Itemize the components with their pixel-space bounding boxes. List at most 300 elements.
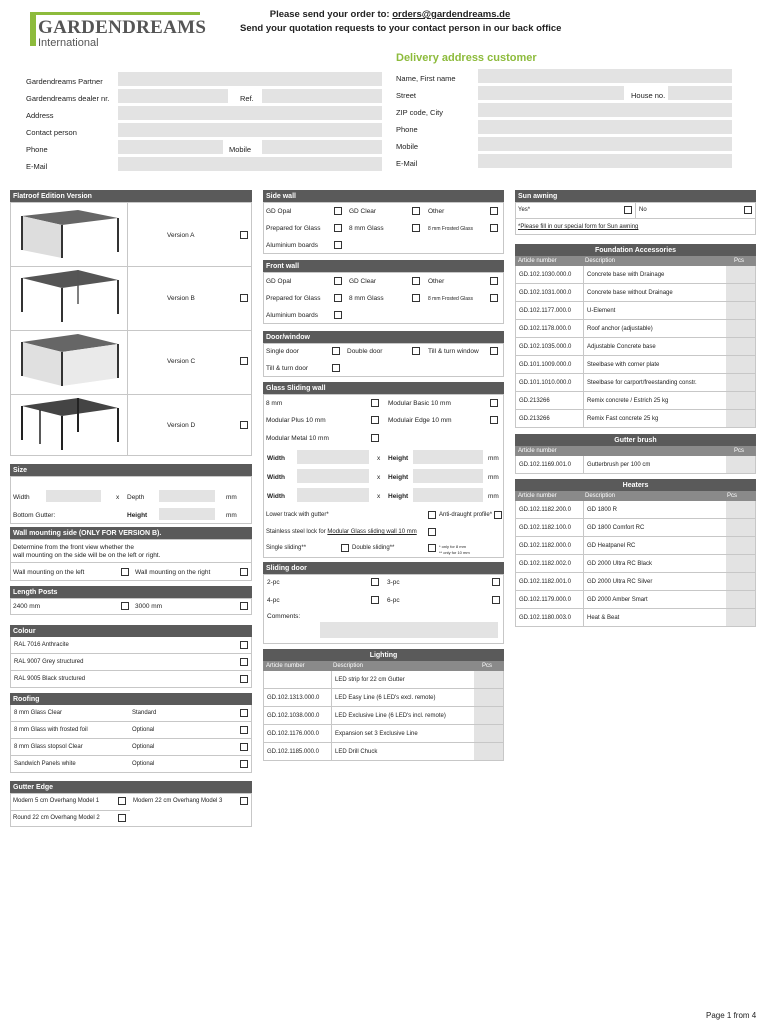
front-wall-frosted-label: 8 mm Frosted Glass xyxy=(428,296,474,302)
gutter-edge-model2-checkbox[interactable] xyxy=(118,814,126,822)
side-wall-opal-label: GD Opal xyxy=(266,208,292,215)
delivery-phone-label: Phone xyxy=(396,125,418,134)
till-turn-window-label: Till & turn window xyxy=(428,348,479,355)
pcs-field[interactable] xyxy=(726,338,755,355)
length-3000-checkbox[interactable] xyxy=(240,602,248,610)
modular-metal-label: Modular Metal 10 mm xyxy=(266,435,329,442)
pcs-field[interactable] xyxy=(726,410,755,427)
length-2400-label: 2400 mm xyxy=(13,603,41,610)
article-number: GD.101.1009.000.0 xyxy=(519,361,572,368)
modular-plus-label: Modular Plus 10 mm xyxy=(266,417,326,424)
glass-8mm-label: 8 mm xyxy=(266,400,283,407)
front-wall-header: Front wall xyxy=(263,260,504,272)
foundation-row xyxy=(515,266,756,284)
front-wall-clear-checkbox[interactable] xyxy=(412,277,420,285)
colour-label: RAL 9007 Grey structured xyxy=(14,659,84,665)
item-description: Heat & Beat xyxy=(587,614,620,621)
side-wall-header: Side wall xyxy=(263,190,504,202)
glass-width3-label: Width xyxy=(267,493,285,500)
quotation-line: Send your quotation requests to your contact person in our back office xyxy=(240,23,562,34)
front-wall-aluminium-checkbox[interactable] xyxy=(334,311,342,319)
lighting-col-article: Article number xyxy=(266,663,305,669)
roofing-label: Sandwich Panels white xyxy=(14,761,76,767)
article-number: GD.102.1030.000.0 xyxy=(519,271,572,278)
pergola-version-a-image xyxy=(18,208,120,260)
wall-left-checkbox[interactable] xyxy=(121,568,129,576)
article-number: GD.102.1182.000.0 xyxy=(519,542,571,549)
heaters-col-article: Article number xyxy=(518,493,557,499)
glass-height3-label: Height xyxy=(388,493,409,500)
email-field[interactable] xyxy=(118,157,382,171)
pcs-field[interactable] xyxy=(726,456,755,473)
lighting-row xyxy=(263,707,504,725)
item-description: GD 1800 R xyxy=(587,506,618,513)
single-sliding-checkbox[interactable] xyxy=(341,544,349,552)
sun-awning-no-label: No xyxy=(639,207,647,213)
foundation-col-desc: Description xyxy=(585,258,616,264)
single-sliding-label: Single sliding** xyxy=(266,545,307,551)
dealer-label: Gardendreams dealer nr. xyxy=(26,94,110,103)
side-wall-other-label: Other xyxy=(428,208,445,215)
item-description: Adjustable Concrete base xyxy=(587,343,656,350)
colour-anthracite-checkbox[interactable] xyxy=(240,641,248,649)
glass-height1-label: Height xyxy=(388,455,409,462)
item-description: GD 2000 Ultra RC Black xyxy=(587,560,653,567)
delivery-phone-field[interactable] xyxy=(478,120,732,134)
roofing-label: 8 mm Glass stopsol Clear xyxy=(14,744,83,750)
colour-label: RAL 7016 Anthracite xyxy=(14,642,69,648)
lower-track-label: Lower track with gutter* xyxy=(266,512,329,518)
article-number: GD.102.1182.100.0 xyxy=(519,524,571,531)
foundation-col-pcs: Pcs xyxy=(734,258,745,264)
colour-grey-checkbox[interactable] xyxy=(240,658,248,666)
size-depth-label: Depth xyxy=(127,494,145,501)
article-number: GD.102.1185.000.0 xyxy=(267,748,319,755)
mobile-label: Mobile xyxy=(229,145,252,154)
foundation-column-header xyxy=(515,256,756,266)
pergola-version-b-image xyxy=(18,268,120,324)
colour-row xyxy=(10,671,252,688)
length-3000-label: 3000 mm xyxy=(135,603,163,610)
heaters-row xyxy=(515,591,756,609)
colour-black-checkbox[interactable] xyxy=(240,675,248,683)
lighting-row xyxy=(263,743,504,761)
dealer-field[interactable] xyxy=(118,89,228,103)
pcs-field[interactable] xyxy=(726,501,755,518)
gutter-edge-header: Gutter Edge xyxy=(10,781,252,793)
side-wall-clear-checkbox[interactable] xyxy=(412,207,420,215)
delivery-house-label: House no. xyxy=(631,91,666,100)
sun-awning-yes-label: Yes* xyxy=(518,207,531,213)
side-wall-prepared-label: Prepared for Glass xyxy=(266,225,321,232)
logo xyxy=(30,12,215,50)
ref-field[interactable] xyxy=(262,89,382,103)
flatroof-row-line xyxy=(11,330,251,331)
article-number: GD.102.1176.000.0 xyxy=(267,730,319,737)
sun-awning-header: Sun awning xyxy=(515,190,756,202)
delivery-house-field[interactable] xyxy=(668,86,732,100)
article-number: GD.102.1038.000.0 xyxy=(267,712,320,719)
footnote-10mm: ** only for 10 mm xyxy=(439,550,470,555)
pergola-version-c-image xyxy=(18,332,120,388)
version-b-label: Version B xyxy=(167,295,195,302)
phone-label: Phone xyxy=(26,145,48,154)
bottom-gutter-height-field[interactable] xyxy=(159,508,215,520)
article-number: GD.213266 xyxy=(519,397,550,404)
foundation-row xyxy=(515,356,756,374)
roofing-row xyxy=(10,722,252,739)
heaters-row xyxy=(515,537,756,555)
pcs-field[interactable] xyxy=(726,573,755,590)
logo-sub: International xyxy=(38,37,99,49)
pcs-field[interactable] xyxy=(726,591,755,608)
roofing-sandwich-checkbox[interactable] xyxy=(240,760,248,768)
side-wall-aluminium-label: Aluminium boards xyxy=(266,242,319,249)
gutter-brush-row xyxy=(515,456,756,474)
article-number xyxy=(264,671,331,688)
glass-width2-label: Width xyxy=(267,474,285,481)
version-d-checkbox[interactable] xyxy=(240,421,248,429)
heaters-column-header xyxy=(515,491,756,501)
glass-height3-field[interactable] xyxy=(413,488,483,502)
foundation-row xyxy=(515,302,756,320)
pcs-field[interactable] xyxy=(726,555,755,572)
gutter-edge-model2-label: Round 22 cm Overhang Model 2 xyxy=(13,815,100,821)
sliding-4pc-label: 4-pc xyxy=(267,597,280,604)
colour-row xyxy=(10,654,252,671)
foundation-header: Foundation Accessories xyxy=(515,244,756,256)
delivery-mobile-field[interactable] xyxy=(478,137,732,151)
item-description: Concrete base with Drainage xyxy=(587,271,665,278)
roofing-note: Optional xyxy=(132,761,155,767)
glass-mm1-label: mm xyxy=(488,455,499,462)
pcs-field[interactable] xyxy=(726,302,755,319)
item-description: Concrete base without Drainage xyxy=(587,289,673,296)
glass-8mm-checkbox[interactable] xyxy=(371,399,379,407)
order-prefix: Please send your order to: xyxy=(269,9,390,20)
foundation-row xyxy=(515,284,756,302)
modulair-edge-checkbox[interactable] xyxy=(490,416,498,424)
item-description: GD 2000 Amber Smart xyxy=(587,596,648,603)
flatroof-divider xyxy=(127,203,128,455)
gutter-edge-model3-checkbox[interactable] xyxy=(240,797,248,805)
contact-field[interactable] xyxy=(118,123,382,137)
lighting-column-header xyxy=(263,661,504,671)
bottom-gutter-mm-label: mm xyxy=(226,512,237,519)
size-width-field[interactable] xyxy=(46,490,101,502)
front-wall-8mm-checkbox[interactable] xyxy=(412,294,420,302)
wall-mounting-header: Wall mounting side (ONLY FOR VERSION B). xyxy=(10,527,252,539)
gutter-edge-model3-label: Modern 22 cm Overhang Model 3 xyxy=(133,798,223,804)
pcs-field[interactable] xyxy=(726,374,755,391)
front-wall-opal-checkbox[interactable] xyxy=(334,277,342,285)
gutter-brush-col-article: Article number xyxy=(518,448,557,454)
item-description: Steelbase with corner plate xyxy=(587,361,660,368)
delivery-zip-label: ZIP code, City xyxy=(396,108,443,117)
front-wall-other-checkbox[interactable] xyxy=(490,277,498,285)
stainless-lock-link[interactable]: Modular Glass sliding wall 10 mm xyxy=(327,529,417,535)
article-number: GD.102.1180.003.0 xyxy=(519,614,571,621)
till-turn-door-checkbox[interactable] xyxy=(332,364,340,372)
item-description: LED Drill Chuck xyxy=(335,748,378,755)
modular-plus-checkbox[interactable] xyxy=(371,416,379,424)
delivery-email-field[interactable] xyxy=(478,154,732,168)
side-wall-clear-label: GD Clear xyxy=(349,208,377,215)
lighting-row xyxy=(263,689,504,707)
foundation-row xyxy=(515,392,756,410)
article-number: GD.102.1182.002.0 xyxy=(519,560,571,567)
pcs-field[interactable] xyxy=(726,356,755,373)
side-wall-opal-checkbox[interactable] xyxy=(334,207,342,215)
sliding-3pc-label: 3-pc xyxy=(387,579,400,586)
article-number: GD.102.1179.000.0 xyxy=(519,596,571,603)
item-description: GD 2000 Ultra RC Silver xyxy=(587,578,653,585)
roofing-note: Optional xyxy=(132,744,155,750)
phone-field[interactable] xyxy=(118,140,223,154)
pcs-field[interactable] xyxy=(474,725,503,742)
gutter-brush-header: Gutter brush xyxy=(515,434,756,446)
roofing-clear-checkbox[interactable] xyxy=(240,709,248,717)
foundation-row xyxy=(515,338,756,356)
gutter-edge-model1-checkbox[interactable] xyxy=(118,797,126,805)
item-description: LED strip for 22 cm Gutter xyxy=(335,676,405,683)
gutter-brush-col-pcs: Pcs xyxy=(734,448,745,454)
double-sliding-checkbox[interactable] xyxy=(428,544,436,552)
door-header: Door/window xyxy=(263,331,504,343)
length-posts-header: Length Posts xyxy=(10,586,252,598)
foundation-row xyxy=(515,410,756,428)
heaters-col-pcs: Pcs xyxy=(727,493,738,499)
contact-label: Contact person xyxy=(26,128,77,137)
delivery-title: Delivery address customer xyxy=(396,52,537,64)
wall-mounting-desc1: Determine from the front view whether the xyxy=(13,544,135,551)
gutter-edge-divider xyxy=(10,810,130,811)
lighting-row xyxy=(263,671,504,689)
glass-width1-field[interactable] xyxy=(297,450,369,464)
pcs-field[interactable] xyxy=(726,519,755,536)
partner-field[interactable] xyxy=(118,72,382,86)
pcs-field[interactable] xyxy=(726,537,755,554)
glass-width3-field[interactable] xyxy=(297,488,369,502)
comments-label: Comments: xyxy=(267,613,301,620)
glass-height1-field[interactable] xyxy=(413,450,483,464)
anti-draught-label: Anti-draught profile* xyxy=(439,512,493,518)
comments-field[interactable] xyxy=(320,622,498,638)
front-wall-8mm-label: 8 mm Glass xyxy=(349,295,384,302)
heaters-header: Heaters xyxy=(515,479,756,491)
front-wall-prepared-checkbox[interactable] xyxy=(334,294,342,302)
side-wall-8mm-checkbox[interactable] xyxy=(412,224,420,232)
pcs-field[interactable] xyxy=(726,392,755,409)
foundation-row xyxy=(515,374,756,392)
sliding-3pc-checkbox[interactable] xyxy=(492,578,500,586)
roofing-row xyxy=(10,705,252,722)
delivery-name-label: Name, First name xyxy=(396,74,456,83)
sliding-2pc-checkbox[interactable] xyxy=(371,578,379,586)
single-door-checkbox[interactable] xyxy=(332,347,340,355)
sliding-door-header: Sliding door xyxy=(263,562,504,574)
item-description: Remix Fast concrete 25 kg xyxy=(587,415,659,422)
order-email-link[interactable]: orders@gardendreams.de xyxy=(392,9,511,20)
modulair-edge-label: Modulair Edge 10 mm xyxy=(388,417,452,424)
till-turn-door-label: Till & turn door xyxy=(266,365,309,372)
wall-mounting-divider xyxy=(10,562,252,563)
glass-width1-label: Width xyxy=(267,455,285,462)
size-mm-label: mm xyxy=(226,494,237,501)
modular-basic-checkbox[interactable] xyxy=(490,399,498,407)
roofing-row xyxy=(10,756,252,773)
pcs-field[interactable] xyxy=(474,689,503,706)
sun-awning-yes-checkbox[interactable] xyxy=(624,206,632,214)
version-c-checkbox[interactable] xyxy=(240,357,248,365)
article-number: GD.102.1031.000.0 xyxy=(519,289,572,296)
item-description: Remix concrete / Estrich 25 kg xyxy=(587,397,669,404)
sliding-4pc-checkbox[interactable] xyxy=(371,596,379,604)
delivery-name-field[interactable] xyxy=(478,69,732,83)
roofing-stopsol-checkbox[interactable] xyxy=(240,743,248,751)
lower-track-checkbox[interactable] xyxy=(428,511,436,519)
sliding-6pc-checkbox[interactable] xyxy=(492,596,500,604)
pcs-field[interactable] xyxy=(474,707,503,724)
address-field[interactable] xyxy=(118,106,382,120)
flatroof-row-line xyxy=(11,266,251,267)
order-line xyxy=(245,9,535,20)
foundation-row xyxy=(515,320,756,338)
version-d-label: Version D xyxy=(167,422,196,429)
side-wall-frosted-label: 8 mm Frosted Glass xyxy=(428,226,474,232)
glass-mm2-label: mm xyxy=(488,474,499,481)
version-a-label: Version A xyxy=(167,232,195,239)
size-header: Size xyxy=(10,464,252,476)
article-number: GD.102.1177.000.0 xyxy=(519,307,571,314)
double-door-checkbox[interactable] xyxy=(412,347,420,355)
pcs-field[interactable] xyxy=(474,743,503,760)
single-door-label: Single door xyxy=(266,348,299,355)
delivery-mobile-label: Mobile xyxy=(396,142,419,151)
article-number: GD.102.1182.001.0 xyxy=(519,578,571,585)
glass-width2-field[interactable] xyxy=(297,469,369,483)
pcs-field[interactable] xyxy=(726,320,755,337)
partner-label: Gardendreams Partner xyxy=(26,77,103,86)
article-number: GD.102.1178.000.0 xyxy=(519,325,571,332)
roofing-label: 8 mm Glass with frosted foil xyxy=(14,727,88,733)
till-turn-window-checkbox[interactable] xyxy=(490,347,498,355)
item-description: LED Exclusive Line (6 LED's incl. remote) xyxy=(335,712,446,719)
bottom-gutter-height-label: Height xyxy=(127,512,148,519)
flatroof-row-line xyxy=(11,394,251,395)
side-wall-other-checkbox[interactable] xyxy=(490,207,498,215)
pcs-field[interactable] xyxy=(474,671,503,688)
roofing-frosted-checkbox[interactable] xyxy=(240,726,248,734)
delivery-email-label: E-Mail xyxy=(396,159,418,168)
glass-height2-field[interactable] xyxy=(413,469,483,483)
wall-right-checkbox[interactable] xyxy=(240,568,248,576)
stainless-lock-prefix: Stainless steel lock for xyxy=(266,529,328,535)
heaters-col-desc: Description xyxy=(585,493,616,499)
front-wall-frosted-checkbox[interactable] xyxy=(490,294,498,302)
article-number: GD.102.1182.200.0 xyxy=(519,506,571,513)
pcs-field[interactable] xyxy=(726,266,755,283)
item-description: Steelbase for carport/freestanding constr. xyxy=(587,379,697,386)
logo-name: GARDENDREAMS xyxy=(38,17,207,38)
version-c-label: Version C xyxy=(167,358,196,365)
pergola-version-d-image xyxy=(18,396,120,452)
item-description: GD Heatpanel RC xyxy=(587,542,636,549)
sun-awning-row-line xyxy=(515,218,756,219)
heaters-row xyxy=(515,519,756,537)
sliding-6pc-label: 6-pc xyxy=(387,597,400,604)
sun-awning-note-link[interactable]: *Please fill in our special form for Sun awning xyxy=(518,224,639,230)
roofing-note: Standard xyxy=(132,710,157,716)
roofing-note: Optional xyxy=(132,727,155,733)
glass-x3-label: x xyxy=(377,493,381,500)
roofing-header: Roofing xyxy=(10,693,252,705)
gutter-brush-column-header xyxy=(515,446,756,456)
sun-awning-no-checkbox[interactable] xyxy=(744,206,752,214)
anti-draught-checkbox[interactable] xyxy=(494,511,502,519)
side-wall-frosted-checkbox[interactable] xyxy=(490,224,498,232)
pcs-field[interactable] xyxy=(726,609,755,626)
item-description: Expansion set 3 Exclusive Line xyxy=(335,730,418,737)
delivery-zip-field[interactable] xyxy=(478,103,732,117)
item-description: U-Element xyxy=(587,307,616,314)
front-wall-clear-label: GD Clear xyxy=(349,278,377,285)
front-wall-prepared-label: Prepared for Glass xyxy=(266,295,321,302)
heaters-row xyxy=(515,573,756,591)
length-2400-checkbox[interactable] xyxy=(121,602,129,610)
modular-basic-label: Modular Basic 10 mm xyxy=(388,400,451,407)
ref-label: Ref. xyxy=(240,94,254,103)
flatroof-header: Flatroof Edition Version xyxy=(10,190,252,202)
roofing-row xyxy=(10,739,252,756)
size-width-label: Width xyxy=(13,494,30,501)
side-wall-prepared-checkbox[interactable] xyxy=(334,224,342,232)
delivery-street-label: Street xyxy=(396,91,417,100)
item-description: LED Easy Line (6 LED's excl. remote) xyxy=(335,694,436,701)
glass-x2-label: x xyxy=(377,474,381,481)
roofing-label: 8 mm Glass Clear xyxy=(14,710,63,716)
lighting-col-pcs: Pcs xyxy=(482,663,493,669)
delivery-street-field[interactable] xyxy=(478,86,624,100)
logo-bar-top xyxy=(30,12,200,15)
wall-mounting-desc2: wall mounting on the side will be on the left or right. xyxy=(13,552,161,559)
article-number: GD.213266 xyxy=(519,415,550,422)
side-wall-aluminium-checkbox[interactable] xyxy=(334,241,342,249)
article-number: GD.102.1313.000.0 xyxy=(267,694,320,701)
glass-mm3-label: mm xyxy=(488,493,499,500)
wall-right-label: Wall mounting on the right xyxy=(135,569,211,576)
size-depth-field[interactable] xyxy=(159,490,215,502)
mobile-field[interactable] xyxy=(262,140,382,154)
glass-height2-label: Height xyxy=(388,474,409,481)
colour-header: Colour xyxy=(10,625,252,637)
sun-awning-divider xyxy=(635,202,636,218)
footnote-8mm: * only for 8 mm xyxy=(439,544,466,549)
lighting-row xyxy=(263,725,504,743)
heaters-row xyxy=(515,501,756,519)
item-description: Gutterbrush per 100 cm xyxy=(587,461,651,468)
page-number: Page 1 from 4 xyxy=(706,1011,757,1020)
front-wall-opal-label: GD Opal xyxy=(266,278,292,285)
heaters-row xyxy=(515,609,756,627)
version-a-checkbox[interactable] xyxy=(240,231,248,239)
pcs-field[interactable] xyxy=(726,284,755,301)
lighting-col-desc: Description xyxy=(333,663,364,669)
modular-metal-checkbox[interactable] xyxy=(371,434,379,442)
version-b-checkbox[interactable] xyxy=(240,294,248,302)
email-label: E-Mail xyxy=(26,162,48,171)
stainless-lock-checkbox[interactable] xyxy=(428,528,436,536)
